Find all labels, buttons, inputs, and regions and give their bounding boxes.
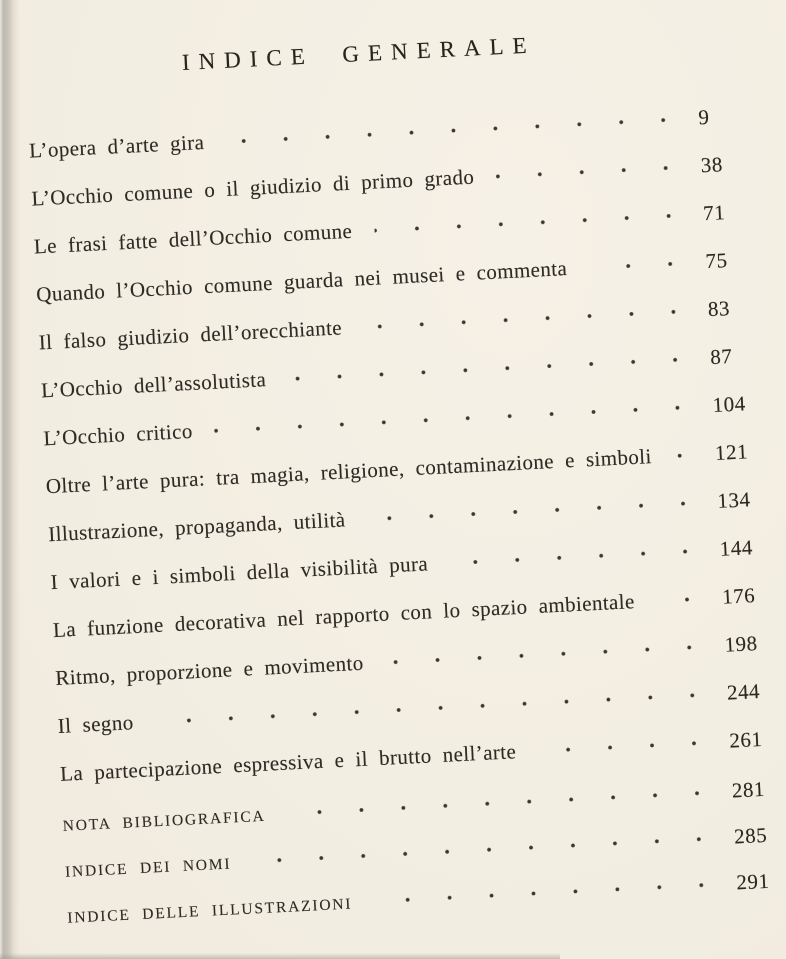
toc-entry-label: Il falso giudizio dell’orecchiante [38, 315, 343, 355]
page-left-edge-shadow [0, 0, 20, 959]
toc-page-number: 104 [712, 391, 747, 417]
toc-page-number: 176 [721, 583, 756, 609]
toc-page-number: 71 [702, 200, 726, 226]
toc-page-number: 198 [724, 631, 759, 657]
toc-page-number: 87 [709, 343, 733, 370]
toc-page-number: 244 [726, 678, 761, 705]
toc-entry-label: L’Occhio dell’assolutista [40, 367, 267, 403]
toc-page-number: 285 [733, 822, 768, 849]
toc-list [0, 77, 786, 929]
toc-entry-label: INDICE DEI NOMI [64, 855, 232, 881]
toc-entry-label: L’Occhio comune o il giudizio di primo grado [30, 164, 475, 211]
toc-page-number: 83 [707, 296, 731, 322]
toc-entry-label: Quando l’Occhio comune guarda nei musei e commenta [35, 256, 568, 307]
toc-entry-label: INDICE DELLE ILLUSTRAZIONI [66, 895, 353, 927]
toc-page-number: 9 [697, 104, 710, 130]
dot-leader [374, 882, 723, 903]
dot-leader [538, 740, 715, 753]
toc-entry-label: I valori e i simboli della visibilità pura [50, 551, 429, 595]
dot-leader [589, 261, 692, 270]
page-title: INDICE GENERALE [181, 32, 537, 75]
toc-entry-label: Ritmo, proporzione e movimento [54, 650, 365, 690]
toc-entry-label: Illustrazione, propaganda, utilità [47, 507, 347, 547]
toc-page-number: 291 [735, 868, 770, 895]
page-bottom-edge-shadow [0, 953, 560, 959]
toc-page-number: 261 [728, 726, 763, 753]
toc-entry-label: La partecipazione espressiva e il brutto nell’arte [59, 739, 517, 786]
toc-entry-label: Oltre l’arte pura: tra magia, religione, contaminazione e simboli [45, 444, 653, 499]
toc-entry-label: L’opera d’arte gira [28, 129, 205, 163]
dot-leader [674, 453, 702, 458]
toc-page-number: 121 [714, 439, 749, 465]
toc-page-number: 281 [731, 776, 766, 803]
toc-entry-label: NOTA BIBLIOGRAFICA [62, 807, 266, 835]
dot-leader [657, 596, 709, 603]
toc-page-number: 134 [716, 487, 751, 513]
toc-entry-label: Il segno [57, 710, 135, 738]
toc-page-number: 38 [700, 152, 724, 178]
toc-entry-label: La funzione decorativa nel rapporto con lo spazio ambientale [52, 589, 636, 643]
toc-entry-label: Le frasi fatte dell’Occhio comune [33, 218, 353, 259]
dot-leader [496, 165, 687, 178]
toc-page-number: 75 [704, 248, 729, 274]
toc-page-number: 144 [719, 535, 754, 561]
toc-entry-label: L’Occhio critico [42, 418, 194, 451]
